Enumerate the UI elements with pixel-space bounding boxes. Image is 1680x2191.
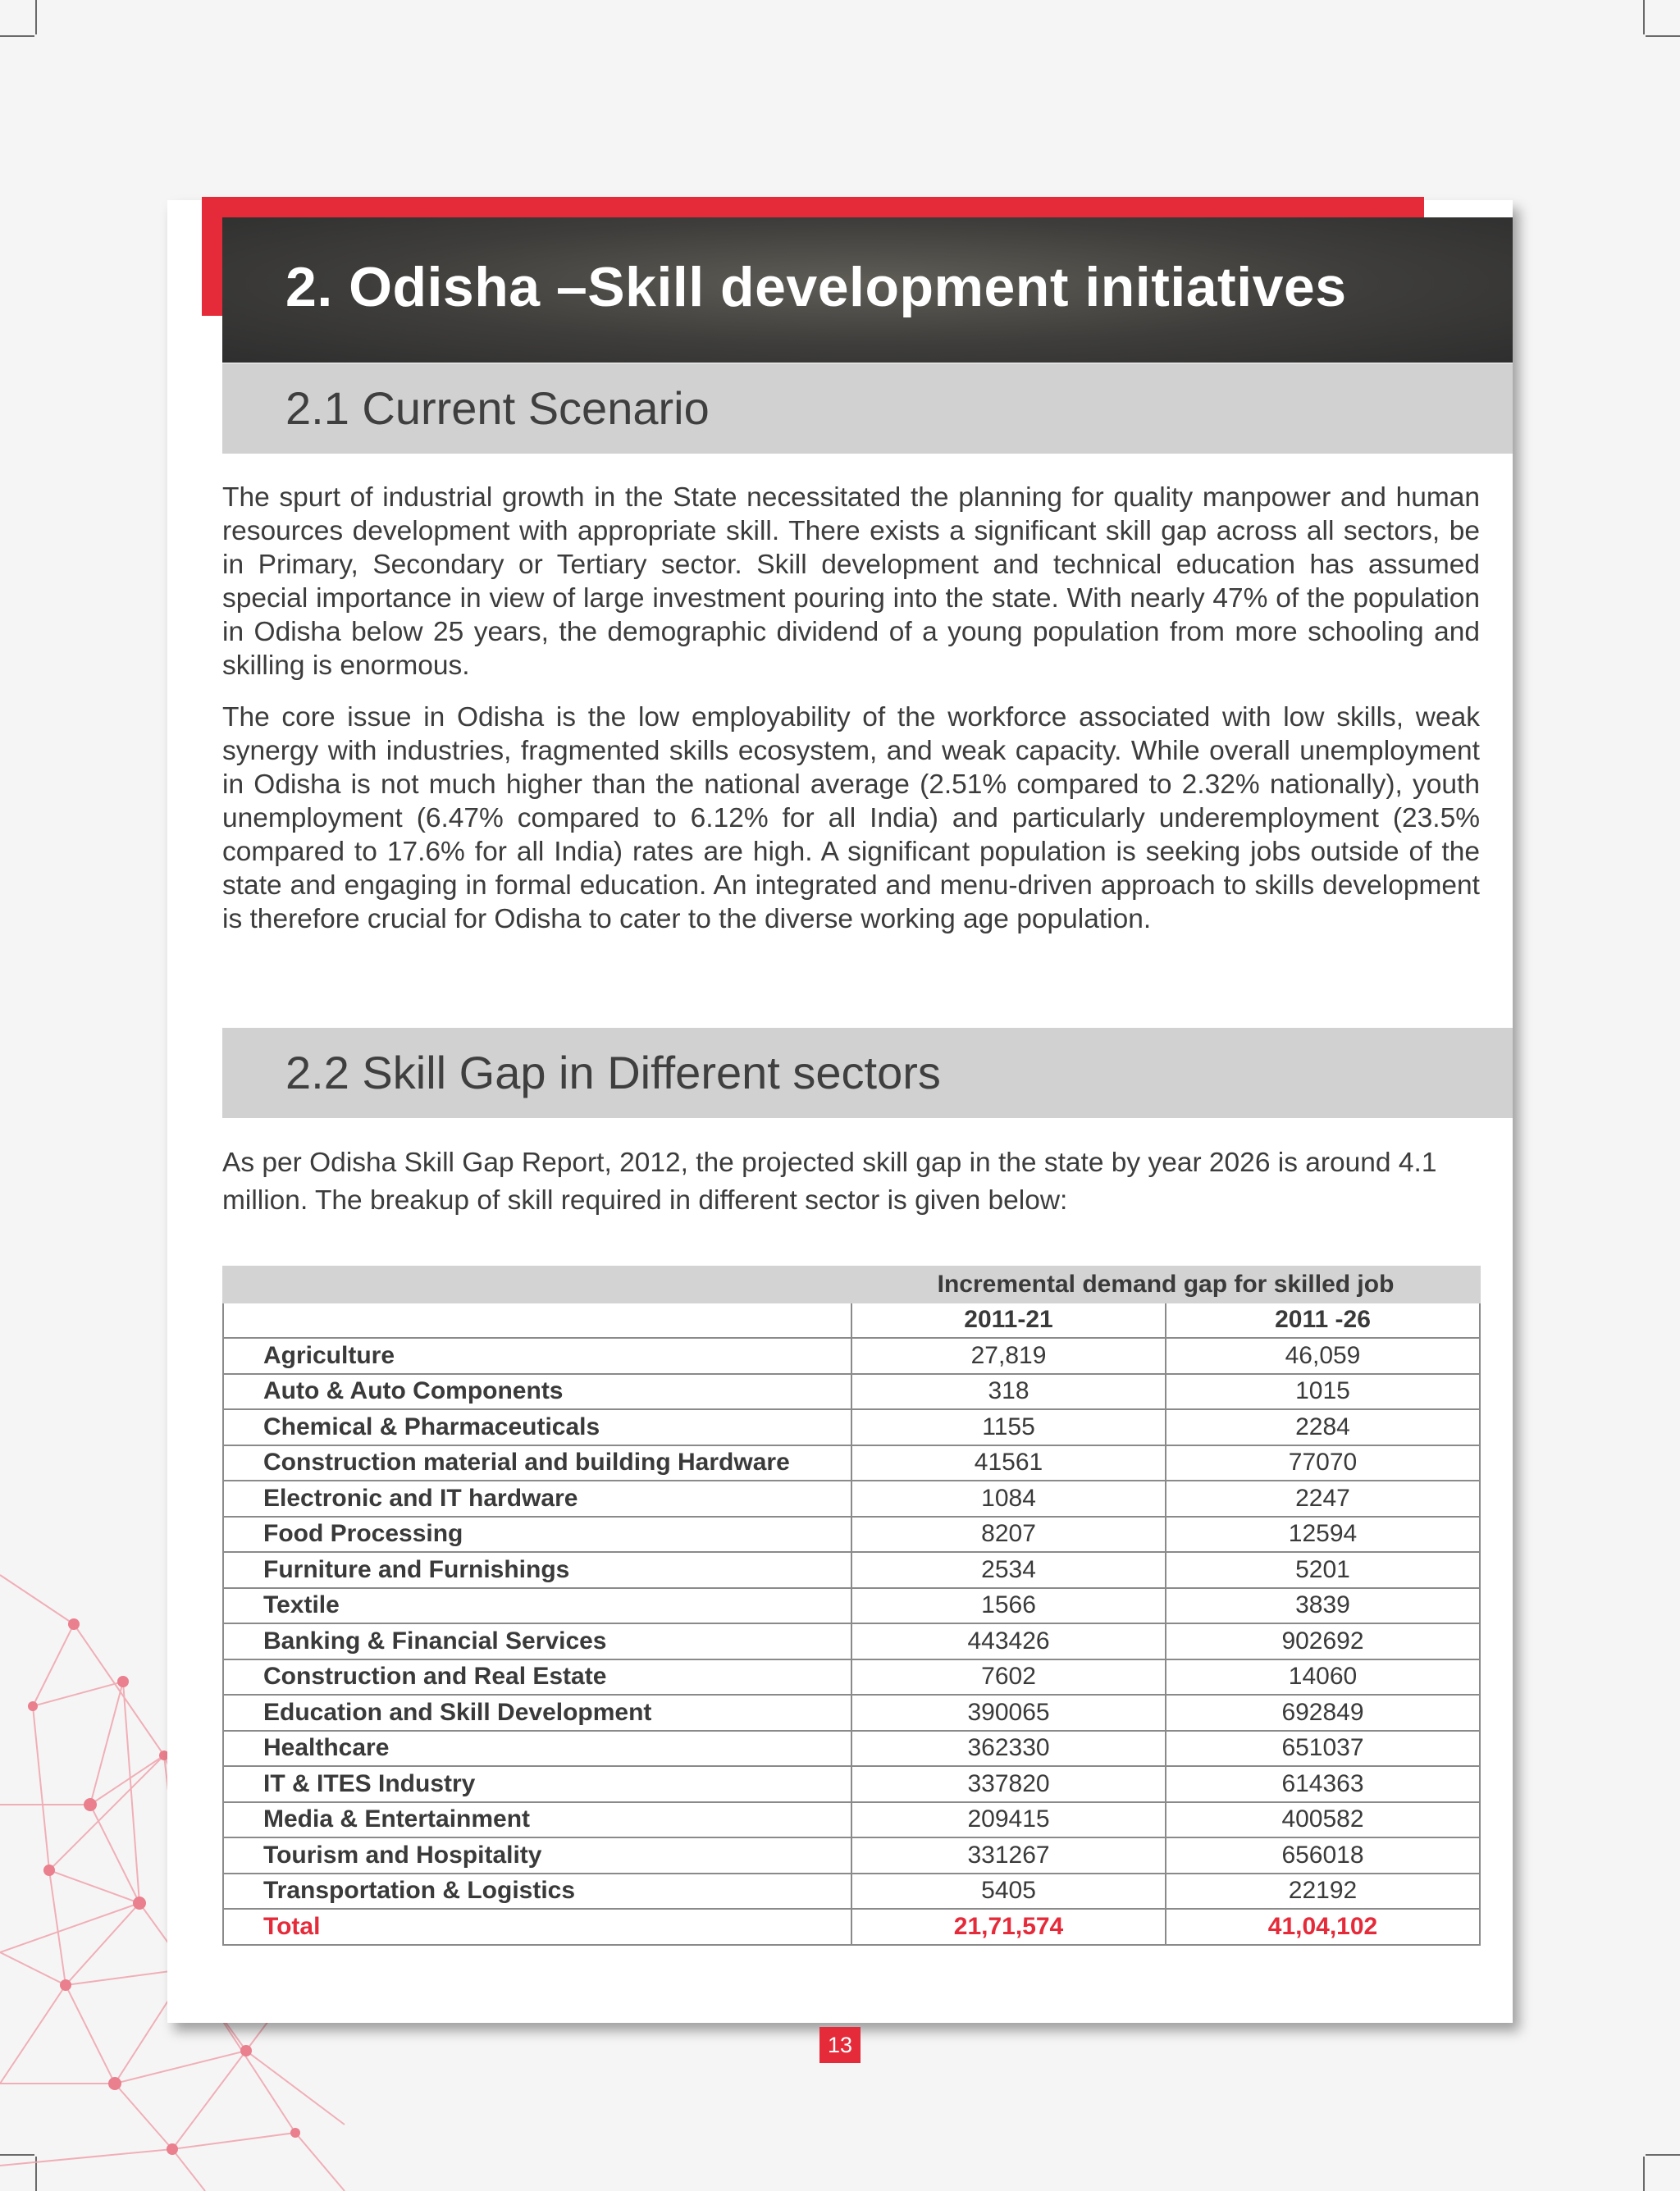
- value-2011-26-cell: 46,059: [1166, 1338, 1480, 1374]
- page-title: 2. Odisha –Skill development initiatives: [285, 256, 1347, 318]
- value-2011-26-cell: 2284: [1166, 1409, 1480, 1445]
- total-value-2011-21: 21,71,574: [851, 1909, 1166, 1945]
- value-2011-21-cell: 41561: [851, 1445, 1166, 1481]
- value-2011-21-cell: 443426: [851, 1623, 1166, 1659]
- value-2011-21-cell: 331267: [851, 1837, 1166, 1874]
- crop-mark: [35, 0, 37, 34]
- table-total-row: [223, 1909, 1480, 1945]
- crop-mark: [0, 35, 34, 37]
- table-row: [223, 1445, 1480, 1481]
- table-row: [223, 1766, 1480, 1802]
- value-2011-26-cell: 902692: [1166, 1623, 1480, 1659]
- table-row: [223, 1374, 1480, 1410]
- page-number: 13: [819, 2027, 861, 2063]
- value-2011-21-cell: 1084: [851, 1481, 1166, 1517]
- sector-cell: Construction and Real Estate: [223, 1659, 851, 1696]
- value-2011-26-cell: 614363: [1166, 1766, 1480, 1802]
- table-col-header: 2011 -26: [1166, 1303, 1480, 1339]
- sector-cell: Education and Skill Development: [223, 1695, 851, 1731]
- paragraph: The spurt of industrial growth in the State necessitated the planning for quality manpower and human resources development with appropriate skill. There exists a significant skill gap across all sectors, be in Primary, Secondary or Tertiary sector. Skill development and technical education has assumed special importance in view of large investment pouring into the state. With nearly 47% of the population in Odisha below 25 years, the demographic dividend of a young population from more schooling and skilling is enormous.: [222, 482, 1480, 681]
- value-2011-21-cell: 209415: [851, 1802, 1166, 1838]
- table-row: [223, 1695, 1480, 1731]
- sector-cell: Construction material and building Hardware: [223, 1445, 851, 1481]
- sector-cell: Healthcare: [223, 1731, 851, 1767]
- paragraph: As per Odisha Skill Gap Report, 2012, the projected skill gap in the state by year 2026 is around 4.1 million. The breakup of skill required in different sector is given below:: [222, 1148, 1437, 1216]
- sector-cell: Transportation & Logistics: [223, 1874, 851, 1910]
- sector-cell: Textile: [223, 1588, 851, 1624]
- table-header-row: [223, 1267, 1480, 1303]
- table-row: [223, 1481, 1480, 1517]
- value-2011-26-cell: 14060: [1166, 1659, 1480, 1696]
- sector-cell: Agriculture: [223, 1338, 851, 1374]
- value-2011-21-cell: 2534: [851, 1552, 1166, 1588]
- value-2011-21-cell: 390065: [851, 1695, 1166, 1731]
- table-body: [223, 1338, 1480, 1909]
- table-row: [223, 1517, 1480, 1553]
- paragraph: The core issue in Odisha is the low employability of the workforce associated with low skills, weak synergy with industries, fragmented skills ecosystem, and weak capacity. While overall unemployment in Odisha is not much higher than the national average (2.51% compared to 2.32% nationally), youth unemployment (6.47% compared to 6.12% for all India) and particularly underemployment (23.5% compared to 17.6% for all India) rates are high. A significant population is seeking jobs outside of the state and engaging in formal education. An integrated and menu-driven approach to skills development is therefore crucial for Odisha to cater to the diverse working age population.: [222, 702, 1480, 934]
- value-2011-21-cell: 362330: [851, 1731, 1166, 1767]
- sector-cell: Electronic and IT hardware: [223, 1481, 851, 1517]
- value-2011-26-cell: 77070: [1166, 1445, 1480, 1481]
- value-2011-21-cell: 318: [851, 1374, 1166, 1410]
- table-row: [223, 1731, 1480, 1767]
- table-col-header: 2011-21: [851, 1303, 1166, 1339]
- sector-cell: Tourism and Hospitality: [223, 1837, 851, 1874]
- table-header-cell: [223, 1267, 851, 1303]
- section-bar-skill-gap: [222, 1028, 1513, 1118]
- table-group-header: Incremental demand gap for skilled job: [851, 1267, 1480, 1303]
- value-2011-26-cell: 3839: [1166, 1588, 1480, 1624]
- value-2011-26-cell: 1015: [1166, 1374, 1480, 1410]
- table-row: [223, 1659, 1480, 1696]
- table-row: [223, 1623, 1480, 1659]
- sector-cell: IT & ITES Industry: [223, 1766, 851, 1802]
- section-title: 2.2 Skill Gap in Different sectors: [285, 1047, 941, 1098]
- total-value-2011-26: 41,04,102: [1166, 1909, 1480, 1945]
- table-header-row: [223, 1303, 1480, 1339]
- sector-cell: Auto & Auto Components: [223, 1374, 851, 1410]
- value-2011-21-cell: 337820: [851, 1766, 1166, 1802]
- table-row: [223, 1409, 1480, 1445]
- section-title: 2.1 Current Scenario: [285, 382, 710, 434]
- table-header-cell: [223, 1303, 851, 1339]
- title-bar: [222, 217, 1513, 363]
- value-2011-26-cell: 656018: [1166, 1837, 1480, 1874]
- sector-cell: Chemical & Pharmaceuticals: [223, 1409, 851, 1445]
- sector-cell: Banking & Financial Services: [223, 1623, 851, 1659]
- table-row: [223, 1552, 1480, 1588]
- sector-cell: Food Processing: [223, 1517, 851, 1553]
- value-2011-21-cell: 7602: [851, 1659, 1166, 1696]
- total-label: Total: [223, 1909, 851, 1945]
- crop-mark: [1643, 0, 1645, 34]
- section-bar-current-scenario: [222, 363, 1513, 454]
- skill-gap-table: [222, 1266, 1481, 1946]
- crop-mark: [1646, 35, 1680, 37]
- value-2011-26-cell: 651037: [1166, 1731, 1480, 1767]
- table-row: [223, 1802, 1480, 1838]
- value-2011-21-cell: 27,819: [851, 1338, 1166, 1374]
- value-2011-21-cell: 5405: [851, 1874, 1166, 1910]
- value-2011-26-cell: 2247: [1166, 1481, 1480, 1517]
- crop-mark: [1643, 2157, 1645, 2191]
- value-2011-26-cell: 22192: [1166, 1874, 1480, 1910]
- table-row: [223, 1874, 1480, 1910]
- crop-mark: [1646, 2154, 1680, 2156]
- value-2011-26-cell: 400582: [1166, 1802, 1480, 1838]
- table-row: [223, 1588, 1480, 1624]
- sector-cell: Furniture and Furnishings: [223, 1552, 851, 1588]
- sector-cell: Media & Entertainment: [223, 1802, 851, 1838]
- value-2011-21-cell: 8207: [851, 1517, 1166, 1553]
- table-row: [223, 1338, 1480, 1374]
- value-2011-26-cell: 12594: [1166, 1517, 1480, 1553]
- value-2011-26-cell: 5201: [1166, 1552, 1480, 1588]
- value-2011-21-cell: 1155: [851, 1409, 1166, 1445]
- value-2011-21-cell: 1566: [851, 1588, 1166, 1624]
- table-row: [223, 1837, 1480, 1874]
- value-2011-26-cell: 692849: [1166, 1695, 1480, 1731]
